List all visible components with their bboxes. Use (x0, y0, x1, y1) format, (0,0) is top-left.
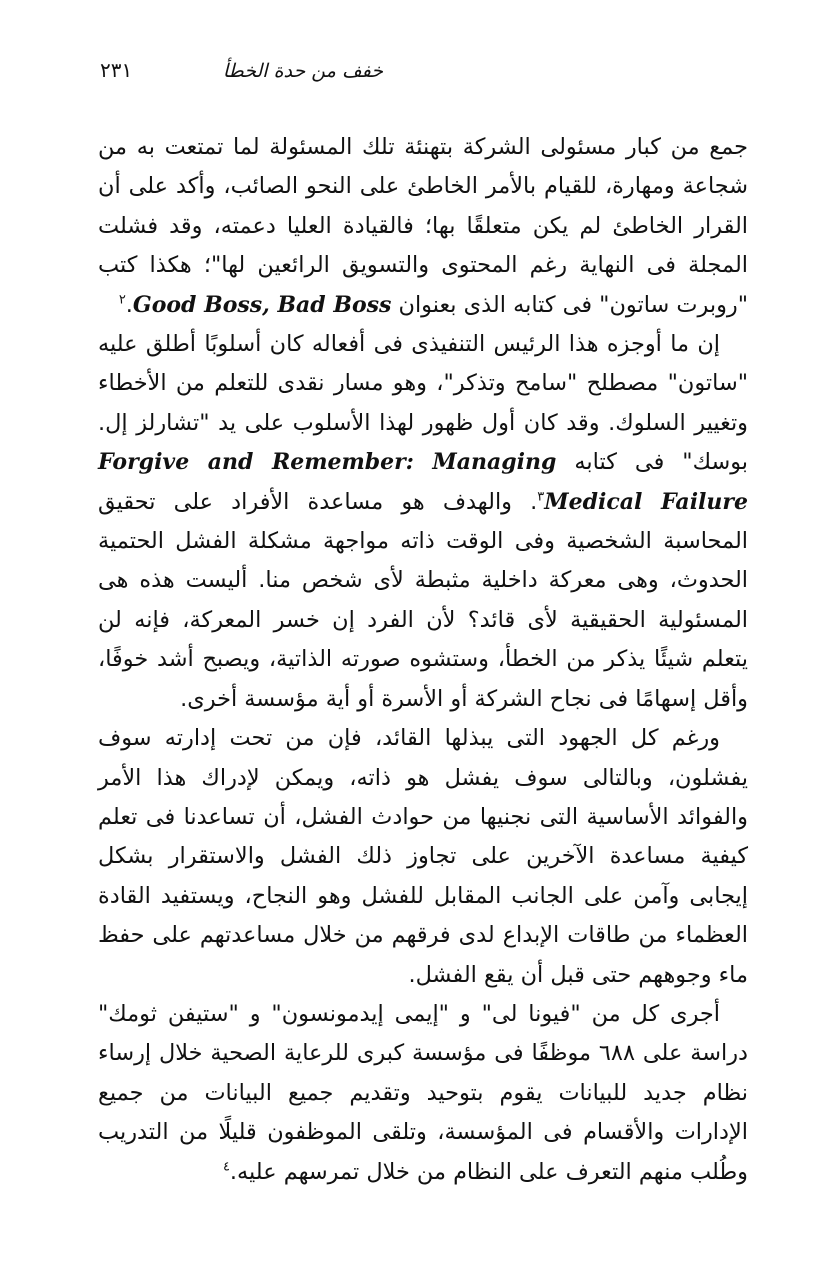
footnote-marker: ٤ (222, 1159, 230, 1175)
paragraph-4 (98, 995, 748, 1192)
paragraph-text: ورغم كل الجهود التى يبذلها القائد، فإن من تحت إدارته سوف يفشلون، وبالتالى سوف يفشل هو ذاته، ويمكن لإدراك هذا الأمر والفوائد الأساسية التى نجنيها من حوادث الفشل، أن تساعدنا فى تعلم كيفية مساعدة الآخرين على تجاوز ذلك الفشل والاستقرار بشكل إيجابى وآمن على الجانب المقابل للفشل وهو النجاح، ويستفيد القادة العظماء من طاقات الإبداع لدى فرقهم من خلال مساعدتهم على حفظ ماء وجوههم حتى قبل أن يقع الفشل. (98, 725, 748, 988)
paragraph-text: . والهدف هو مساعدة الأفراد على تحقيق المحاسبة الشخصية وفى الوقت ذاته مواجهة مشكلة الفشل الحتمية الحدوث، وهى معركة داخلية مثبطة لأى شخص منا. أليست هذه هى المسئولية الحقيقية لأى قائد؟ لأن الفرد إن خسر المعركة، فإنه لن يتعلم شيئًا يذكر من الخطأ، وستشوه صورته الذاتية، ويصبح أشد خوفًا، وأقل إسهامًا فى نجاح الشركة أو الأسرة أو أية مؤسسة أخرى. (98, 488, 748, 712)
body-text (98, 128, 748, 1192)
paragraph-text: أجرى كل من "فيونا لى" و "إيمى إيدمونسون" و "ستيفن ثومك" دراسة على ٦٨٨ موظفًا فى مؤسسة كبرى للرعاية الصحية خلال إرساء نظام جديد للبيانات يقوم بتوحيد وتقديم جميع البيانات من جميع الإدارات والأقسام فى المؤسسة، وتلقى الموظفون قليلًا من التدريب وطُلب منهم التعرف على النظام من خلال تمرسهم عليه. (98, 1000, 748, 1185)
page-header (90, 52, 738, 92)
paragraph-2 (98, 325, 748, 719)
page-number: ٢٣١ (100, 58, 133, 82)
paragraph-1 (98, 128, 748, 325)
punctuation: . (125, 291, 133, 318)
footnote-marker: ٢ (118, 292, 126, 308)
paragraph-text: إن ما أوجزه هذا الرئيس التنفيذى فى أفعاله كان أسلوبًا أطلق عليه "ساتون" مصطلح "سامح وتذكر"، وهو مسار نقدى للتعلم من الأخطاء وتغيير السلوك. وقد كان أول ظهور لهذا الأسلوب على يد "تشارلز إل. بوسك" فى كتابه (98, 331, 749, 476)
book-title-latin: Forgive and Remember: Managing Medical Failure (98, 449, 748, 515)
running-title: خفف من حدة الخطأ (222, 60, 383, 82)
footnote-marker: ٣ (537, 489, 545, 505)
paragraph-text: جمع من كبار مسئولى الشركة بتهنئة تلك المسئولة لما تمتعت به من شجاعة ومهارة، للقيام بالأمر الخاطئ على النحو الصائب، وأكد على أن القرار الخاطئ لم يكن متعلقًا بها؛ فالقيادة العليا دعمته، وقد فشلت المجلة فى النهاية رغم المحتوى والتسويق الرائعين لها"؛ هكذا كتب "روبرت ساتون" فى كتابه الذى بعنوان (98, 134, 748, 318)
book-title-latin: Good Boss, Bad Boss (132, 291, 392, 318)
paragraph-3 (98, 719, 748, 995)
